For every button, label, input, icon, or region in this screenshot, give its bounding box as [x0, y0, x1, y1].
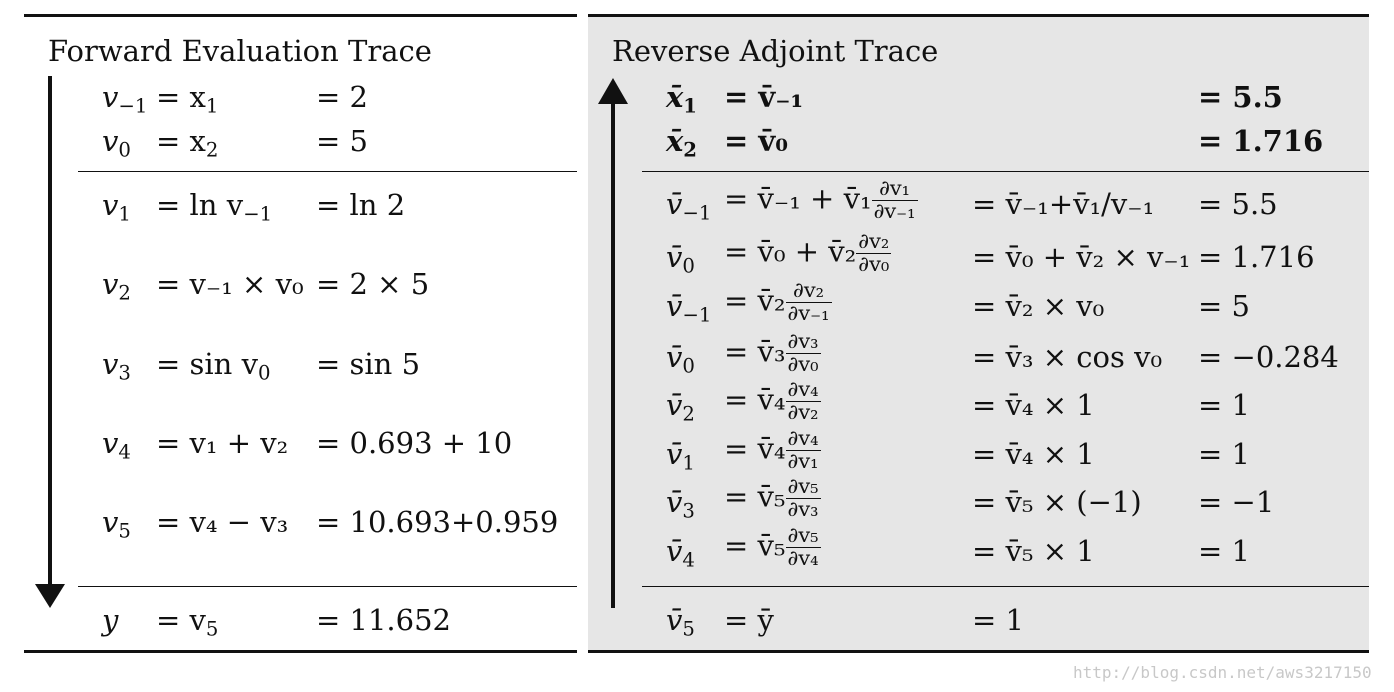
forward-rhs: = 11.652 [316, 603, 451, 637]
reverse-value: = 5.5 [1198, 187, 1278, 221]
reverse-value: = 5.5 [1198, 80, 1283, 114]
forward-mid: = $x_2$ [156, 124, 219, 162]
forward-rhs: = 5 [316, 124, 368, 158]
partial-derivative: $\frac{\text{∂v₂}}{\text{∂v₋₁}}$ [787, 278, 830, 325]
reverse-eq: = ȳ [724, 603, 774, 637]
reverse-rhs: = v̄₅ × 1 [972, 534, 1095, 568]
forward-lhs: y [102, 603, 119, 637]
top-rule [24, 14, 577, 17]
forward-lhs: $v_5$ [102, 505, 131, 543]
partial-derivative: $\frac{\text{∂v₂}}{\text{∂v₀}}$ [858, 229, 890, 276]
forward-mid: = v₋₁ × v₀ [156, 267, 304, 301]
reverse-lhs: $x̄_2$ [666, 124, 698, 162]
separator [642, 586, 1369, 587]
forward-trace-panel [24, 0, 577, 660]
forward-lhs: $v_1$ [102, 188, 131, 226]
reverse-lhs: $v̄_3$ [666, 485, 695, 523]
forward-rhs: = ln 2 [316, 188, 406, 222]
forward-lhs: $v_3$ [102, 347, 131, 385]
reverse-value: = 1 [1198, 388, 1250, 422]
reverse-lhs: $v̄_0$ [666, 240, 695, 278]
bottom-rule [588, 650, 1369, 653]
forward-lhs: $v_0$ [102, 124, 131, 162]
reverse-rhs: = v̄₄ × 1 [972, 437, 1095, 471]
reverse-lhs: $v̄_{-1}$ [666, 187, 712, 225]
reverse-eq: = v̄₃ $\frac{\text{∂v₃}}{\text{∂v₀}}$ [724, 329, 819, 376]
reverse-value: = 1.716 [1198, 124, 1324, 158]
reverse-rhs: = v̄₂ × v₀ [972, 289, 1105, 323]
down-arrow-icon [35, 584, 65, 608]
partial-derivative: $\frac{\text{∂v₁}}{\text{∂v₋₁}}$ [873, 176, 916, 223]
reverse-rhs: = v̄₋₁+v̄₁/v₋₁ [972, 187, 1155, 221]
forward-arrow-shaft [48, 76, 52, 586]
forward-mid: = $x_1$ [156, 80, 219, 118]
reverse-value: = 1 [1198, 534, 1250, 568]
reverse-eq: = v̄₂ $\frac{\text{∂v₂}}{\text{∂v₋₁}}$ [724, 278, 830, 325]
reverse-eq: = v̄₄ $\frac{\text{∂v₄}}{\text{∂v₂}}$ [724, 377, 819, 424]
reverse-rhs: = v̄₅ × (−1) [972, 485, 1142, 519]
top-rule [588, 14, 1369, 17]
reverse-lhs: $v̄_2$ [666, 388, 695, 426]
forward-lhs: $v_4$ [102, 426, 131, 464]
reverse-eq: = v̄₅ $\frac{\text{∂v₅}}{\text{∂v₃}}$ [724, 474, 819, 521]
forward-title: Forward Evaluation Trace [48, 34, 432, 68]
reverse-eq: = v̄₀ + v̄₂ $\frac{\text{∂v₂}}{\text{∂v₀}}$ [724, 229, 890, 276]
forward-mid: = $\sin v_0$ [156, 347, 271, 385]
partial-derivative: $\frac{\text{∂v₅}}{\text{∂v₃}}$ [787, 474, 819, 521]
reverse-value: = 1 [1198, 437, 1250, 471]
bottom-rule [24, 650, 577, 653]
separator [78, 586, 577, 587]
forward-mid: = v₄ − v₃ [156, 505, 289, 539]
reverse-value: = −0.284 [1198, 340, 1339, 374]
reverse-lhs: $v̄_0$ [666, 340, 695, 378]
reverse-eq: = v̄₋₁ + v̄₁ $\frac{\text{∂v₁}}{\text{∂v₋₁}}$ [724, 176, 916, 223]
watermark: http://blog.csdn.net/aws3217150 [1073, 663, 1372, 682]
partial-derivative: $\frac{\text{∂v₄}}{\text{∂v₂}}$ [787, 377, 819, 424]
forward-rhs: = 10.693+0.959 [316, 505, 559, 539]
reverse-value: = −1 [1198, 485, 1275, 519]
reverse-eq: = v̄₄ $\frac{\text{∂v₄}}{\text{∂v₁}}$ [724, 426, 819, 473]
reverse-lhs: $v̄_5$ [666, 603, 695, 641]
forward-lhs: $v_2$ [102, 267, 131, 305]
reverse-eq: = v̄₀ [724, 124, 788, 158]
reverse-rhs: = v̄₃ × cos v₀ [972, 340, 1163, 374]
reverse-arrow-shaft [611, 100, 615, 608]
forward-rhs: = 2 × 5 [316, 267, 430, 301]
reverse-rhs: = 1 [972, 603, 1024, 637]
reverse-value: = 5 [1198, 289, 1250, 323]
reverse-rhs: = v̄₄ × 1 [972, 388, 1095, 422]
partial-derivative: $\frac{\text{∂v₅}}{\text{∂v₄}}$ [787, 523, 819, 570]
forward-lhs: $v_{-1}$ [102, 80, 148, 118]
reverse-eq: = v̄₅ $\frac{\text{∂v₅}}{\text{∂v₄}}$ [724, 523, 819, 570]
reverse-lhs: $x̄_1$ [666, 80, 698, 118]
reverse-title: Reverse Adjoint Trace [612, 34, 939, 68]
forward-rhs: = sin 5 [316, 347, 421, 381]
separator [642, 171, 1369, 172]
separator [78, 171, 577, 172]
partial-derivative: $\frac{\text{∂v₃}}{\text{∂v₀}}$ [787, 329, 819, 376]
reverse-trace-panel [588, 0, 1369, 660]
partial-derivative: $\frac{\text{∂v₄}}{\text{∂v₁}}$ [787, 426, 819, 473]
forward-rhs: = 2 [316, 80, 368, 114]
reverse-lhs: $v̄_1$ [666, 437, 695, 475]
reverse-lhs: $v̄_4$ [666, 534, 695, 572]
forward-rhs: = 0.693 + 10 [316, 426, 513, 460]
reverse-lhs: $v̄_{-1}$ [666, 289, 712, 327]
reverse-rhs: = v̄₀ + v̄₂ × v₋₁ [972, 240, 1191, 274]
reverse-value: = 1.716 [1198, 240, 1315, 274]
reverse-eq: = v̄₋₁ [724, 80, 804, 114]
forward-mid: = $v_5$ [156, 603, 219, 641]
forward-mid: = v₁ + v₂ [156, 426, 289, 460]
forward-mid: = $\ln v_{-1}$ [156, 188, 273, 226]
